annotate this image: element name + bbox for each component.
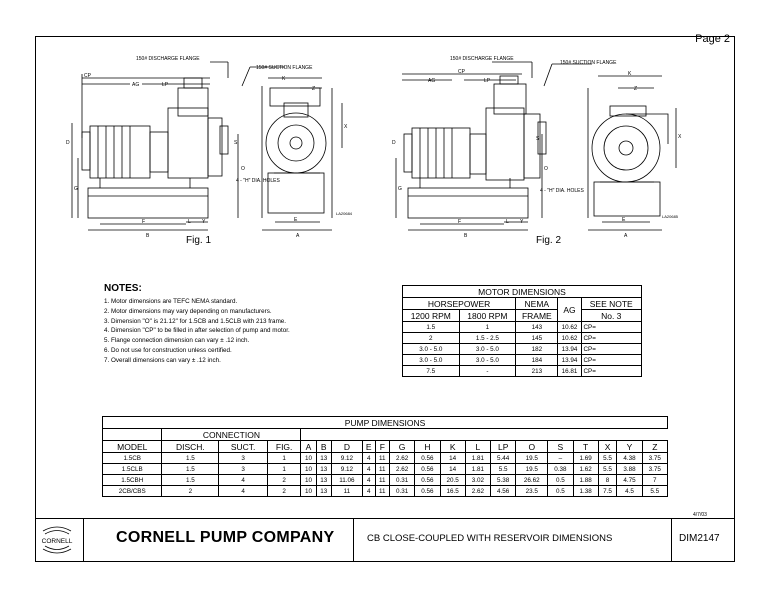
note-item: 1. Motor dimensions are TEFC NEMA standard. [104, 298, 238, 305]
pump-column-header: SUCT. [219, 441, 268, 453]
pump-column-header: FIG. [267, 441, 300, 453]
table-cell: 145 [516, 333, 558, 344]
table-row [103, 486, 668, 497]
table-cell: 0.31 [389, 475, 414, 486]
fig1-dim-l: L [188, 219, 191, 225]
table-cell: 14 [440, 453, 465, 464]
fig2-dim-g: G [398, 186, 402, 192]
table-cell: 1.62 [573, 464, 598, 475]
motor-ag-header: AG [558, 298, 581, 322]
table-cell: CP= [581, 355, 642, 366]
pump-column-header: DISCH. [162, 441, 219, 453]
pump-column-header: K [440, 441, 465, 453]
fig2-holes-label: 4 - "H" DIA. HOLES [540, 188, 584, 194]
table-cell: 2.62 [465, 486, 490, 497]
table-cell: 5.5 [642, 486, 667, 497]
fig1-dim-e: E [294, 217, 298, 223]
table-cell: 2.62 [389, 464, 414, 475]
pump-dimensions-table [102, 416, 668, 497]
fig2-dim-a: A [624, 233, 628, 238]
table-cell: 213 [516, 366, 558, 377]
fig2-dim-y: Y [520, 219, 524, 225]
table-cell: 1.5CLB [103, 464, 162, 475]
table-cell: 1.5CBH [103, 475, 162, 486]
pump-column-header: F [375, 441, 389, 453]
table-cell: 11 [375, 453, 389, 464]
fig2-dim-b: B [464, 233, 468, 238]
table-cell: 1.5 [162, 475, 219, 486]
table-cell: 0.31 [389, 486, 414, 497]
table-cell: 0.56 [415, 475, 440, 486]
pump-column-header: E [362, 441, 375, 453]
table-cell: 0.56 [415, 486, 440, 497]
table-cell: 13.94 [558, 355, 581, 366]
fig2-caption: Fig. 2 [536, 235, 562, 246]
table-cell: 0.56 [415, 453, 440, 464]
table-cell: 184 [516, 355, 558, 366]
fig2-dim-l: L [506, 219, 509, 225]
pump-column-header: S [548, 441, 573, 453]
table-cell: 3.0 - 5.0 [459, 344, 516, 355]
table-cell: 2 [403, 333, 460, 344]
table-row [103, 475, 668, 486]
fig2-discharge-flange-label: 150# DISCHARGE FLANGE [450, 56, 514, 62]
table-cell: 3.0 - 5.0 [459, 355, 516, 366]
table-cell: 13 [316, 486, 331, 497]
fig2-dim-ag: AG [428, 78, 436, 84]
pump-column-header: MODEL [103, 441, 162, 453]
table-row [403, 322, 642, 333]
table-cell: 5.38 [491, 475, 516, 486]
pump-column-header: G [389, 441, 414, 453]
revision-date: 4/7/03 [693, 512, 707, 518]
fig2-dim-lp: LP [484, 78, 491, 84]
fig2-ref: LA20685 [662, 214, 679, 219]
table-cell: CP= [581, 333, 642, 344]
table-cell: 5.5 [598, 464, 617, 475]
fig1-ref: LA20684 [336, 211, 353, 216]
table-cell: 0.56 [415, 464, 440, 475]
table-cell: 13.94 [558, 344, 581, 355]
table-cell: 0.5 [548, 475, 573, 486]
note-item: 5. Flange connection dimension can vary ± .12 inch. [104, 337, 250, 345]
table-cell: 1.38 [573, 486, 598, 497]
table-cell: CP= [581, 322, 642, 333]
table-cell: 4.75 [617, 475, 642, 486]
table-cell: 4.5 [617, 486, 642, 497]
table-cell: 11 [331, 486, 362, 497]
table-cell: 5.44 [491, 453, 516, 464]
pump-column-header: O [516, 441, 548, 453]
pump-blank-cell [301, 429, 668, 441]
table-cell: – [548, 453, 573, 464]
motor-hp-header: HORSEPOWER [403, 298, 516, 310]
table-cell: 10 [301, 464, 316, 475]
table-cell: 1.5 [403, 322, 460, 333]
table-cell: 16.81 [558, 366, 581, 377]
table-cell: 11 [375, 464, 389, 475]
table-cell: 7.5 [403, 366, 460, 377]
pump-connection-header: CONNECTION [162, 429, 301, 441]
fig1-dim-b: B [146, 233, 150, 238]
table-cell: 4 [362, 464, 375, 475]
pump-column-header: A [301, 441, 316, 453]
pump-column-header: L [465, 441, 490, 453]
table-cell: 9.12 [331, 464, 362, 475]
fig1-dim-z: Z [312, 86, 316, 92]
table-cell: 0.38 [548, 464, 573, 475]
fig1-discharge-flange-label: 150# DISCHARGE FLANGE [136, 56, 200, 62]
table-cell: 3.75 [642, 464, 667, 475]
table-cell: 7 [642, 475, 667, 486]
table-cell: 20.5 [440, 475, 465, 486]
pump-table-title: PUMP DIMENSIONS [103, 417, 668, 429]
table-cell: 11 [375, 475, 389, 486]
fig1-dim-lp: LP [162, 82, 169, 88]
pump-column-headers [103, 441, 668, 453]
table-cell: 4 [362, 486, 375, 497]
table-cell: 182 [516, 344, 558, 355]
fig1-dim-s: S [234, 140, 238, 146]
table-cell: 4 [219, 475, 268, 486]
fig1-dim-x: X [344, 124, 348, 130]
motor-frame-header: FRAME [516, 310, 558, 322]
table-cell: 4 [362, 475, 375, 486]
table-cell: 2 [267, 486, 300, 497]
table-cell: 19.5 [516, 464, 548, 475]
motor-dimensions-table [402, 285, 642, 377]
table-cell: 4.56 [491, 486, 516, 497]
table-cell: 2CB/CBS [103, 486, 162, 497]
fig1-dim-ag: AG [132, 82, 140, 88]
table-cell: 2.62 [389, 453, 414, 464]
note-item: 2. Motor dimensions may vary depending on manufacturers. [104, 307, 272, 315]
fig1-dim-d: D [66, 140, 70, 146]
table-cell: 14 [440, 464, 465, 475]
note-item: 3. Dimension "O" is 21.12" for 1.5CB and 1.5CLB with 213 frame. [104, 317, 287, 325]
table-cell: 3 [219, 453, 268, 464]
note-item: 6. Do not use for construction unless certified. [104, 346, 232, 354]
table-cell: 3.02 [465, 475, 490, 486]
table-cell: 1.5 [162, 464, 219, 475]
motor-rpm1-header: 1200 RPM [403, 310, 460, 322]
drawing-description: CB CLOSE-COUPLED WITH RESERVOIR DIMENSIONS [367, 533, 613, 544]
table-cell: 1.81 [465, 453, 490, 464]
fig2-dim-d: D [392, 140, 396, 146]
table-row [403, 355, 642, 366]
fig2-dim-e: E [622, 217, 626, 223]
table-cell: 10.62 [558, 322, 581, 333]
table-cell: 7.5 [598, 486, 617, 497]
table-cell: 23.5 [516, 486, 548, 497]
pump-column-header: T [573, 441, 598, 453]
note-item: 7. Overall dimensions can vary ± .12 inch. [104, 356, 221, 364]
fig1-dim-y: Y [202, 219, 206, 225]
table-cell: 1.69 [573, 453, 598, 464]
table-cell: 3.88 [617, 464, 642, 475]
motor-rpm2-header: 1800 RPM [459, 310, 516, 322]
table-cell: 4 [219, 486, 268, 497]
motor-table-title: MOTOR DIMENSIONS [403, 286, 642, 298]
table-cell: 19.5 [516, 453, 548, 464]
logo-text: CORNELL [41, 538, 73, 545]
fig1-dim-a: A [296, 233, 300, 238]
table-row [403, 333, 642, 344]
pump-column-header: Z [642, 441, 667, 453]
table-cell: 1 [267, 464, 300, 475]
table-cell: 10.62 [558, 333, 581, 344]
table-cell: 2 [267, 475, 300, 486]
table-cell: 3 [219, 464, 268, 475]
fig1-holes-label: 4 - "H" DIA. HOLES [236, 178, 280, 184]
table-cell: 8 [598, 475, 617, 486]
table-cell: 10 [301, 453, 316, 464]
table-cell: 10 [301, 486, 316, 497]
page-number: Page 2 [695, 33, 730, 45]
fig2-dim-x: X [678, 134, 682, 140]
fig1-dim-o: O [241, 166, 245, 172]
table-cell: 16.5 [440, 486, 465, 497]
table-cell: 1.81 [465, 464, 490, 475]
fig1-dim-g: G [74, 186, 78, 192]
table-cell: 1 [267, 453, 300, 464]
cornell-logo [37, 521, 77, 559]
fig2-suction-flange-label: 150# SUCTION FLANGE [560, 60, 617, 66]
table-cell: 13 [316, 475, 331, 486]
table-cell: CP= [581, 366, 642, 377]
fig1-dim-f: F [142, 219, 146, 225]
pump-column-header: Y [617, 441, 642, 453]
table-cell: 11 [375, 486, 389, 497]
table-cell: 4 [362, 453, 375, 464]
table-cell: - [459, 366, 516, 377]
pump-blank-cell [103, 429, 162, 441]
table-cell: 1 [459, 322, 516, 333]
fig2-dim-k: K [628, 71, 632, 77]
fig2-dim-cp: CP [458, 69, 465, 75]
table-row [403, 366, 642, 377]
table-row [103, 453, 668, 464]
table-cell: 1.5CB [103, 453, 162, 464]
table-cell: 1.5 [162, 453, 219, 464]
company-name: CORNELL PUMP COMPANY [116, 529, 335, 546]
table-cell: 3.0 - 5.0 [403, 344, 460, 355]
table-cell: 5.5 [491, 464, 516, 475]
pump-column-header: X [598, 441, 617, 453]
motor-see-note-header: SEE NOTE [581, 298, 642, 310]
table-cell: 5.5 [598, 453, 617, 464]
table-cell: 143 [516, 322, 558, 333]
notes-list [104, 297, 290, 366]
fig1-caption: Fig. 1 [186, 235, 212, 246]
table-row [103, 464, 668, 475]
pump-column-header: LP [491, 441, 516, 453]
table-cell: 1.88 [573, 475, 598, 486]
note-item: 4. Dimension "CP" to be filled in after selection of pump and motor. [104, 327, 290, 335]
table-cell: 26.62 [516, 475, 548, 486]
drawing-number: DIM2147 [679, 533, 720, 544]
table-cell: 13 [316, 453, 331, 464]
fig2-dim-f: F [458, 219, 462, 225]
fig2-drawing [392, 48, 692, 238]
table-cell: 4.38 [617, 453, 642, 464]
table-cell: 10 [301, 475, 316, 486]
fig1-suction-flange-label: 150# SUCTION FLANGE [256, 65, 313, 71]
fig1-dim-k: K [282, 76, 286, 82]
table-cell: 1.5 - 2.5 [459, 333, 516, 344]
table-cell: 2 [162, 486, 219, 497]
pump-column-header: B [316, 441, 331, 453]
table-cell: 3.0 - 5.0 [403, 355, 460, 366]
pump-column-header: D [331, 441, 362, 453]
fig1-drawing [60, 48, 370, 238]
fig2-dim-s: S [536, 136, 540, 142]
motor-note-no-header: No. 3 [581, 310, 642, 322]
notes-title: NOTES: [104, 283, 142, 294]
fig2-dim-o: O [544, 166, 548, 172]
table-cell: 11.06 [331, 475, 362, 486]
table-cell: 13 [316, 464, 331, 475]
motor-nema-header: NEMA [516, 298, 558, 310]
pump-column-header: H [415, 441, 440, 453]
table-cell: CP= [581, 344, 642, 355]
table-row [403, 344, 642, 355]
table-cell: 3.75 [642, 453, 667, 464]
fig1-dim-cp: CP [84, 73, 91, 79]
table-cell: 9.12 [331, 453, 362, 464]
table-cell: 0.5 [548, 486, 573, 497]
fig2-dim-z: Z [634, 86, 638, 92]
